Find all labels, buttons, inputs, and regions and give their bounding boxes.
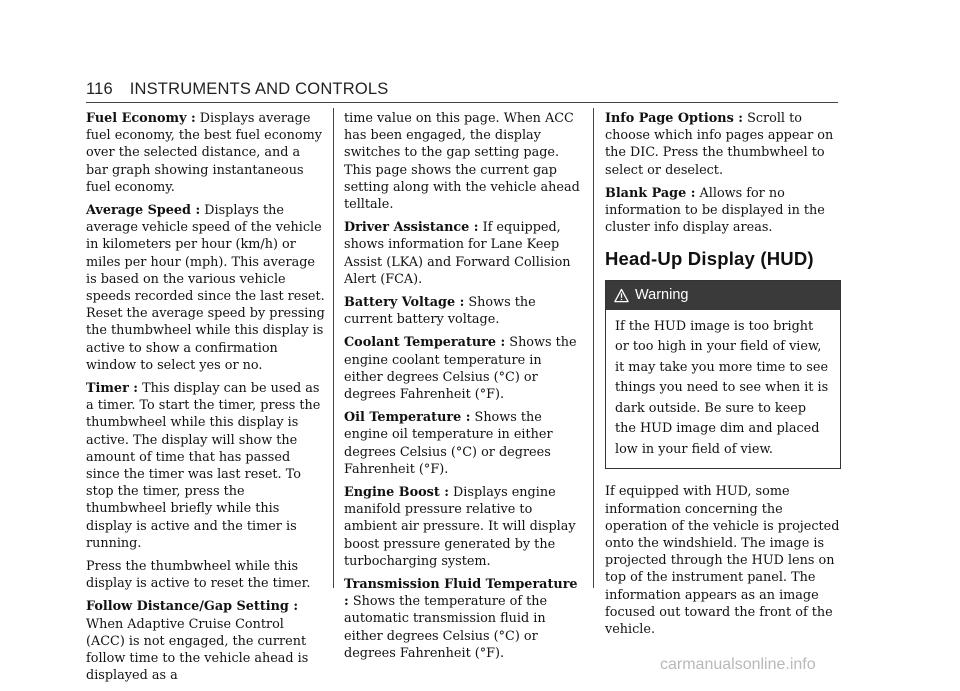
definition: Scroll to choose which info pages appear on the DIC. Press the thumbwheel to select or deselect.: [605, 111, 834, 178]
paragraph-info-page-options: [605, 110, 841, 179]
column-divider: [593, 108, 594, 588]
warning-text: If the HUD image is too bright or too high in your field of view, it may take you more time to see things you need to see when it is dark outside. Be sure to keep the HUD image dim and placed low in your field of view.: [615, 318, 829, 457]
paragraph-average-speed: [86, 202, 326, 374]
term: Transmission Fluid Temperature :: [344, 577, 578, 610]
paragraph-engine-boost: [344, 484, 580, 570]
term: Follow Distance/Gap Setting :: [86, 599, 299, 615]
definition: When Adaptive Cruise Control (ACC) is not engaged, the current follow time to the vehicle ahead is displayed as a: [86, 616, 309, 684]
paragraph-continuation: time value on this page. When ACC has been engaged, the display switches to the gap setting page. This page shows the current gap setting along with the vehicle ahead telltale.: [344, 111, 580, 213]
definition: Displays the average vehicle speed of the vehicle in kilometers per hour (km/h) or miles per hour (mph). This average is based on the various vehicle speeds recorded since the last reset. Reset the average speed by pressing the thumbwheel while this display is active to show a confirmation window to select yes or no.: [86, 203, 325, 373]
definition: If equipped, shows information for Lane Keep Assist (LKA) and Forward Collision Alert (FCA).: [344, 220, 571, 287]
column-divider: [333, 108, 334, 588]
term: Driver Assistance :: [344, 220, 479, 236]
term: Info Page Options :: [605, 111, 743, 126]
definition: Shows the current battery voltage.: [344, 295, 536, 328]
column-2: [344, 110, 580, 668]
warning-header: [606, 281, 840, 310]
term: Coolant Temperature :: [344, 335, 506, 351]
page-header: [86, 80, 838, 99]
paragraph-hud: If equipped with HUD, some information concerning the operation of the vehicle is projected onto the windshield. The image is projected through the HUD lens on top of the instrument panel. The information appears as an image focused out toward the front of the vehicle.: [605, 484, 840, 637]
page-number: 116: [86, 80, 113, 98]
paragraph-press-reset: Press the thumbwheel while this display is active to reset the timer.: [86, 559, 311, 592]
definition: Shows the temperature of the automatic transmission fluid in either degrees Celsius (°C) or degrees Fahrenheit (°F).: [344, 594, 548, 661]
warning-triangle-icon: [614, 288, 629, 303]
term: Battery Voltage :: [344, 295, 465, 311]
term: Average Speed :: [86, 203, 201, 219]
paragraph-coolant-temperature: [344, 334, 580, 403]
paragraph-fuel-economy: [86, 110, 326, 196]
paragraph-driver-assistance: [344, 219, 580, 288]
definition: Shows the engine coolant temperature in either degrees Celsius (°C) or degrees Fahrenheit (°F).: [344, 335, 577, 403]
paragraph-oil-temperature: [344, 409, 580, 478]
definition: Shows the engine oil temperature in either degrees Celsius (°C) or degrees Fahrenheit (°F).: [344, 410, 553, 477]
paragraph-follow-distance: [86, 598, 326, 684]
hud-section-title: Head-Up Display (HUD): [605, 248, 814, 270]
term: Engine Boost :: [344, 485, 449, 501]
definition: This display can be used as a timer. To start the timer, press the thumbwheel while this display is active. The display will show the amount of time that has passed since the timer was last reset. To stop the timer, press the thumbwheel briefly while this display is active and the timer is running.: [86, 381, 321, 551]
paragraph-timer: [86, 380, 326, 552]
definition: Displays engine manifold pressure relative to ambient air pressure. It will display boost pressure generated by the turbocharging system.: [344, 485, 576, 569]
term: Fuel Economy :: [86, 111, 196, 126]
header-rule: [86, 102, 838, 103]
term: Timer :: [86, 381, 138, 397]
warning-box: [605, 280, 841, 470]
column-1: [86, 110, 326, 691]
column-3: [605, 110, 841, 644]
warning-label: Warning: [635, 286, 689, 303]
definition: Allows for no information to be displayed in the cluster info display areas.: [605, 185, 825, 236]
paragraph-blank-page: [605, 185, 841, 237]
watermark: carmanualsonline.info: [660, 656, 816, 673]
paragraph-transmission-fluid: [344, 576, 580, 662]
term: Oil Temperature :: [344, 410, 471, 426]
section-title-header: INSTRUMENTS AND CONTROLS: [129, 80, 389, 98]
term: Blank Page :: [605, 185, 696, 201]
definition: Displays average fuel economy, the best fuel economy over the selected distance, and a bar graph showing instantaneous fuel economy.: [86, 111, 322, 195]
paragraph-battery-voltage: [344, 294, 580, 328]
